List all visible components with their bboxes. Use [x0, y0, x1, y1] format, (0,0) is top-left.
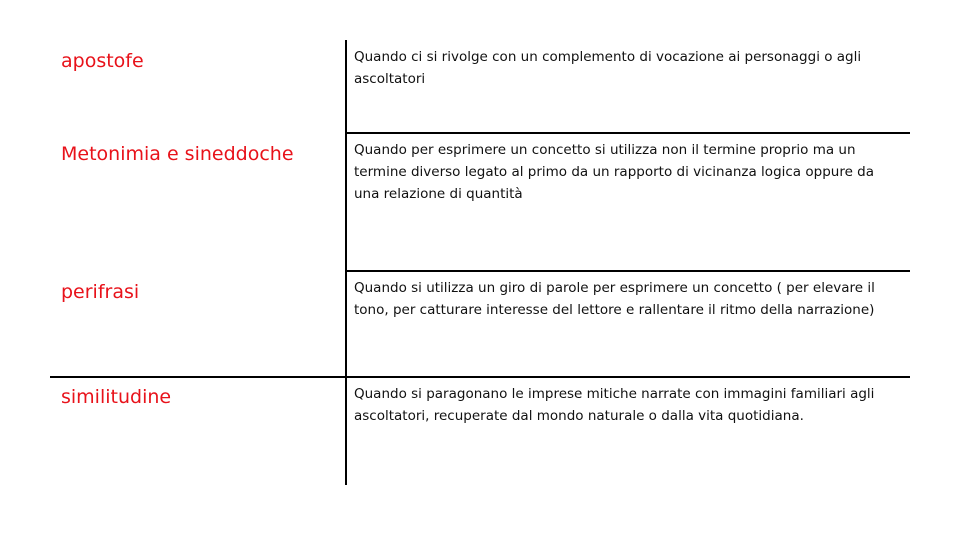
definition-similitudine: Quando si paragonano le imprese mitiche narrate con immagini familiari agli ascoltatori, recuperate dal mondo naturale o dalla vita quotidiana. — [354, 386, 875, 424]
row-divider-1 — [345, 132, 910, 134]
row-divider-2 — [345, 270, 910, 272]
row-divider-3 — [50, 376, 910, 378]
definition-perifrasi: Quando si utilizza un giro di parole per esprimere un concetto ( per elevare il tono, per catturare interesse del lettore e rallentare il ritmo della narrazione) — [354, 280, 875, 318]
definition-metonimia: Quando per esprimere un concetto si utilizza non il termine proprio ma un termine diverso legato al primo da un rapporto di vicinanza logica oppure da una relazione di quantità — [354, 142, 875, 202]
term-similitudine: similitudine — [61, 386, 172, 408]
definition-apostrofe: Quando ci si rivolge con un complemento di vocazione ai personaggi o agli ascoltatori — [354, 49, 862, 87]
term-metonimia: Metonimia e sineddoche — [61, 143, 294, 165]
term-perifrasi: perifrasi — [61, 281, 140, 303]
column-divider — [345, 40, 347, 485]
term-apostrofe: apostofe — [61, 50, 144, 72]
